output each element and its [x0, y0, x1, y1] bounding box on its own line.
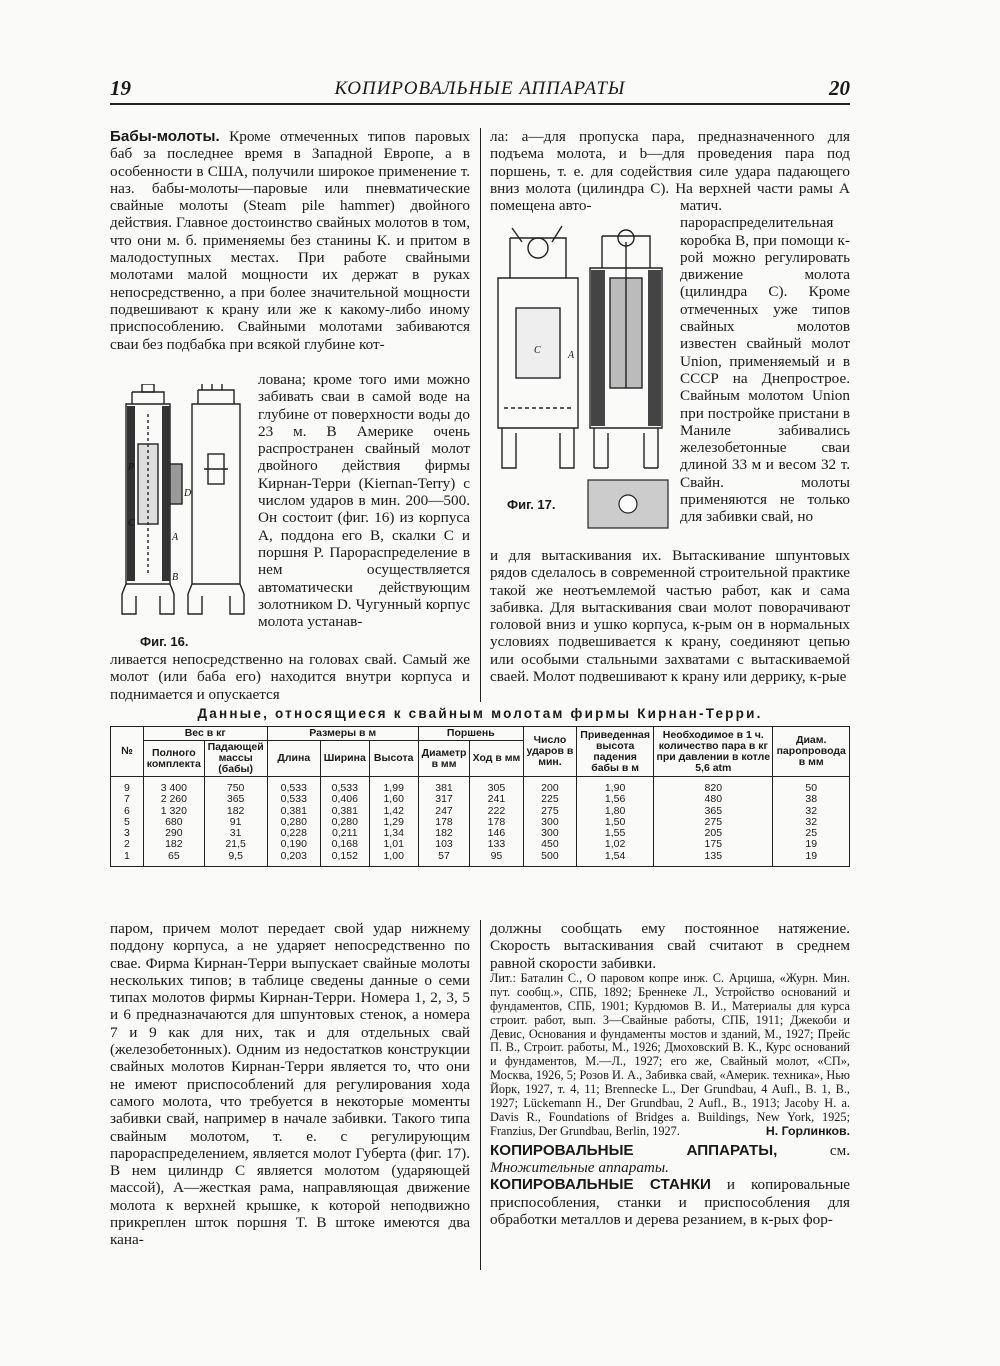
- cell: 91: [204, 817, 267, 828]
- cell: 182: [143, 839, 204, 850]
- paragraph-text: матич. парораспределительная коробка B, при помощи к-рой можно регулировать движение молота (цилиндра C). Кроме отмеченных уже типов свайных молотов известен свайный молот Union, применяемый и в СССР на Днепрострое. Свайным молотом Union при постройке пристани в Маниле забивались железобетонные сваи длиной 33 м и весом 32 т. Свайн. молоты применяются не только для забивки свай, но: [680, 197, 850, 526]
- cell: 2: [111, 839, 144, 850]
- data-table: [110, 726, 850, 867]
- cell: 225: [523, 794, 577, 805]
- cell: 1,02: [577, 839, 654, 850]
- table-row: [111, 839, 850, 850]
- literature-text: Лит.: Баталин С., О паровом копре инж. С. Арцишa, «Журн. Мин. пут. сообщ.», СПБ, 1892; Бреннеке Л., Устройство оснований и фундаментов, СПБ, 1901; Курдюмов В. И., Материалы для курса строит. работ, вып. 3—Свайные работы, СПБ, 1911; Джекоби и Девис, Основания и фундаменты мостов и зданий, М., 1927; Прейс П. В., Строит. работы, М., 1926; Дмоховский В. К., Курс оснований и фундаментов, М.—Л., 1927; его же, Свайный молот, «СП», Москва, 1926, 5; Розов И. А., Забивка свай, «Америк. техника», Нью Йорк, 1927, т. 4, 11; Brennecke L., Der Grundbau, 4 Aufl., B. 1, B., 1927; Lückemann H., Der Grundbau, 2 Aufl., B., 1913; Jacoby H. a. Davis R., Foundations of Bridges a. Buildings, New York, 1925; Franzius, Der Grundbau, Berlin, 1927.: [490, 970, 850, 1138]
- cell: 365: [204, 794, 267, 805]
- table-row: [111, 806, 850, 817]
- th-diameter: Диаметр в мм: [418, 741, 469, 777]
- paragraph-text: ливается непосредственно на головах свай. Самый же молот (или баба его) находится внутри корпуса и поднимается и опускается: [110, 651, 470, 703]
- author-signature: Н. Горлинков.: [765, 1123, 850, 1138]
- th-steam: Необходимое в 1 ч. количество пара в кг при давлении в котле 5,6 atm: [654, 727, 773, 777]
- th-weight-total: Полного комплекта: [143, 741, 204, 777]
- cell: 0,168: [321, 839, 369, 850]
- page-number-left: 19: [110, 76, 131, 100]
- cell: 0,533: [267, 777, 321, 795]
- cell: 19: [773, 839, 850, 850]
- cell: 0,406: [321, 794, 369, 805]
- cell: 1,29: [369, 817, 418, 828]
- cell: 146: [470, 828, 524, 839]
- cell: 57: [418, 851, 469, 867]
- cell: 2 260: [143, 794, 204, 805]
- cell: 0,533: [267, 794, 321, 805]
- cell: 182: [204, 806, 267, 817]
- figure-16-drawing: [112, 384, 252, 634]
- fig17-label-c: C: [534, 345, 541, 356]
- th-reduced-height: Приведенная высота падения бабы в м: [577, 727, 654, 777]
- fig16-label-a: A: [172, 532, 179, 543]
- cell: 1: [111, 851, 144, 867]
- th-piston: Поршень: [418, 727, 523, 741]
- cell: 6: [111, 806, 144, 817]
- page-header: [110, 76, 850, 102]
- cell: 205: [654, 828, 773, 839]
- cell: 95: [470, 851, 524, 867]
- cell: 1,56: [577, 794, 654, 805]
- cell: 305: [470, 777, 524, 795]
- th-weight: Вес в кг: [143, 727, 267, 741]
- cell: 31: [204, 828, 267, 839]
- left-column-bottom: [110, 920, 470, 1249]
- fig16-label-p: P: [128, 462, 135, 473]
- th-pipe: Диам. паропровода в мм: [773, 727, 850, 777]
- cell: 7: [111, 794, 144, 805]
- cell: 103: [418, 839, 469, 850]
- figure-17-drawing: [492, 218, 676, 533]
- cell: 300: [523, 817, 577, 828]
- cell: 1,01: [369, 839, 418, 850]
- cell: 680: [143, 817, 204, 828]
- cell: 1,55: [577, 828, 654, 839]
- cell: 5: [111, 817, 144, 828]
- th-weight-falling: Падающей массы (бабы): [204, 741, 267, 777]
- cell: 1,60: [369, 794, 418, 805]
- entry-text: см.: [829, 1141, 851, 1159]
- cell: 1,90: [577, 777, 654, 795]
- entry-copying-machines: [490, 1176, 850, 1228]
- paragraph: [110, 128, 470, 353]
- cell: 178: [418, 817, 469, 828]
- entry-text: и копировальные приспособления, станки и приспособления для обработки металлов и дерева резанием, в к-рых фор-: [490, 1176, 851, 1228]
- cell: 247: [418, 806, 469, 817]
- cell: 275: [654, 817, 773, 828]
- literature: [490, 972, 850, 1139]
- cell: 25: [773, 828, 850, 839]
- cell: 0,381: [267, 806, 321, 817]
- cell: 135: [654, 851, 773, 867]
- left-column-top: [110, 128, 470, 353]
- right-column-wrap-text: [680, 197, 850, 526]
- cell: 32: [773, 806, 850, 817]
- th-blows: Число ударов в мин.: [523, 727, 577, 777]
- cell: 0,228: [267, 828, 321, 839]
- fig16-label-d: D: [184, 488, 192, 499]
- right-column-bottom: [490, 920, 850, 1228]
- cell: 0,533: [321, 777, 369, 795]
- cell: 1,34: [369, 828, 418, 839]
- cell: 1 320: [143, 806, 204, 817]
- cell: 65: [143, 851, 204, 867]
- cell: 241: [470, 794, 524, 805]
- cell: 480: [654, 794, 773, 805]
- entry-reference: Множительные аппараты.: [490, 1159, 669, 1177]
- cell: 0,280: [267, 817, 321, 828]
- cell: 275: [523, 806, 577, 817]
- right-column-top-end: [490, 547, 850, 685]
- cell: 1,50: [577, 817, 654, 828]
- cell: 178: [470, 817, 524, 828]
- paragraph-text: лована; кроме того ими можно забивать сваи в самой воде на глубине от поверхности воды до 23 м. В Америке очень распространен свайный молот двойного действия фирмы Кирнан-Терри (Kiernan-Terry) с числом ударов в мин. 200—500. Он состоит (фиг. 16) из корпуса A, поддона его B, скалки C и поршня P. Парораспределение в нем осуществляется автоматически действующим золотником D. Чугунный корпус молота устанав-: [258, 371, 470, 631]
- cell: 290: [143, 828, 204, 839]
- cell: 50: [773, 777, 850, 795]
- cell: 0,152: [321, 851, 369, 867]
- column-divider-bottom: [480, 920, 481, 1270]
- column-divider-top: [480, 128, 481, 702]
- figure-17-caption: Фиг. 17.: [507, 497, 556, 512]
- fig16-label-c: C: [128, 518, 135, 529]
- left-column-wrap-text: [258, 371, 470, 630]
- entry-heading: КОПИРОВАЛЬНЫЕ АППАРАТЫ,: [490, 1141, 778, 1159]
- paragraph-text: и для вытаскивания их. Вытаскивание шпунтовых рядов сделалось в современной строительной практике такой же неотъемлемой частью работ, как и сама забивка. Для вытаскивания сваи молот поворачивают головой вниз и ушко корпуса, к-рым он в нормальных условиях подвешивается к крану, соединяют цепью или особыми стальными захватами с вытаскиваемой сваей. Молот подвешивают к крану или деррику, к-рые: [490, 547, 850, 686]
- th-number: №: [111, 727, 144, 777]
- cell: 0,211: [321, 828, 369, 839]
- cell: 175: [654, 839, 773, 850]
- cell: 450: [523, 839, 577, 850]
- th-length: Длина: [267, 741, 321, 777]
- left-column-top-end: [110, 651, 470, 703]
- running-title: КОПИРОВАЛЬНЫЕ АППАРАТЫ: [334, 78, 626, 99]
- cell: 0,280: [321, 817, 369, 828]
- cell: 9,5: [204, 851, 267, 867]
- paragraph-text: должны сообщать ему постоянное натяжение. Скорость вытаскивания свай считают в среднем равной скорости забивки.: [490, 920, 850, 972]
- cell: 32: [773, 817, 850, 828]
- cell: 21,5: [204, 839, 267, 850]
- cell: 1,99: [369, 777, 418, 795]
- cell: 300: [523, 828, 577, 839]
- figure-16-caption: Фиг. 16.: [140, 634, 189, 649]
- cell: 820: [654, 777, 773, 795]
- cell: 222: [470, 806, 524, 817]
- cell: 1,42: [369, 806, 418, 817]
- table-row: [111, 817, 850, 828]
- cell: 317: [418, 794, 469, 805]
- cell: 500: [523, 851, 577, 867]
- cell: 38: [773, 794, 850, 805]
- cell: 365: [654, 806, 773, 817]
- paragraph-text: паром, причем молот передает свой удар нижнему поддону корпуса, а не ударяет непосредственно по свае. Фирма Кирнан-Терри выпускает свайные молоты нескольких типов; в таблице сведены данные о семи типах молотов фирмы Кирнан-Терри. Номера 1, 2, 3, 5 и 6 предназначаются для шпунтовых стенок, а номера 7 и 9 как для них, так и для отдельных свай (железобетонных). Одним из недостатков конструкции свайных молотов Кирнан-Терри является то, что они не имеют приспособлений для регулирования хода самого молота, что требуется в некоторые моменты забивки свай, например в начале забивки. Такого типа свайным молотом, т. е. с регулирующим парораспределением, является молот Губерта (фиг. 17). В нем цилиндр C является молотом (ударяющей массой), A—жесткая рама, направляющая движение молота к верхней крышке, к которой неподвижно прикреплен шток поршня T. В штоке имеются два кана-: [110, 920, 470, 1249]
- table-row: [111, 777, 850, 795]
- cell: 1,80: [577, 806, 654, 817]
- table-row: [111, 851, 850, 867]
- paragraph-text: Кроме отмеченных типов паровых баб за последнее время в Западной Европе, а в особенности в США, получили широкое применение т. наз. бабы-молоты—паровые или пневматические свайные молоты (Steam pile hammer) двойного действия. Главное достоинство свайных молотов в том, что они м. б. применяемы без станины К. и притом в малодоступных местах. При работе свайными молотами малой мощности их держат в руках непосредственно, а при более значительной мощности подвешивают к крану или же к какому-либо иному приспособлению. Свайными молотами забиваются сваи без подбабка при всякой глубине кот-: [110, 128, 470, 353]
- cell: 182: [418, 828, 469, 839]
- cell: 3: [111, 828, 144, 839]
- cell: 0,203: [267, 851, 321, 867]
- cell: 1,00: [369, 851, 418, 867]
- cell: 381: [418, 777, 469, 795]
- table-row: [111, 828, 850, 839]
- cell: 200: [523, 777, 577, 795]
- cell: 0,190: [267, 839, 321, 850]
- th-height: Высота: [369, 741, 418, 777]
- cell: 9: [111, 777, 144, 795]
- th-width: Ширина: [321, 741, 369, 777]
- entry-copying-apparatus: [490, 1142, 850, 1177]
- cell: 19: [773, 851, 850, 867]
- table-row: [111, 794, 850, 805]
- section-lead: Бабы-молоты.: [110, 128, 220, 145]
- cell: 133: [470, 839, 524, 850]
- cell: 750: [204, 777, 267, 795]
- table-caption: Данные, относящиеся к свайным молотам фирмы Кирнан-Терри.: [197, 706, 763, 721]
- fig16-label-b: B: [172, 572, 179, 583]
- cell: 3 400: [143, 777, 204, 795]
- header-rule: [110, 103, 850, 105]
- entry-heading: КОПИРОВАЛЬНЫЕ СТАНКИ: [490, 1176, 711, 1194]
- fig17-label-a: A: [568, 350, 575, 361]
- page-number-right: 20: [829, 76, 850, 100]
- th-stroke: Ход в мм: [470, 741, 524, 777]
- cell: 0,381: [321, 806, 369, 817]
- paragraph-text: ла: a—для пропуска пара, предназначенного для подъема молота, и b—для проведения пара под поршень, т. е. для содействия силе удара падающего вниз молота (цилиндра C). На верхней части рамы A помещена авто-: [490, 128, 850, 215]
- th-dimensions: Размеры в м: [267, 727, 418, 741]
- cell: 1,54: [577, 851, 654, 867]
